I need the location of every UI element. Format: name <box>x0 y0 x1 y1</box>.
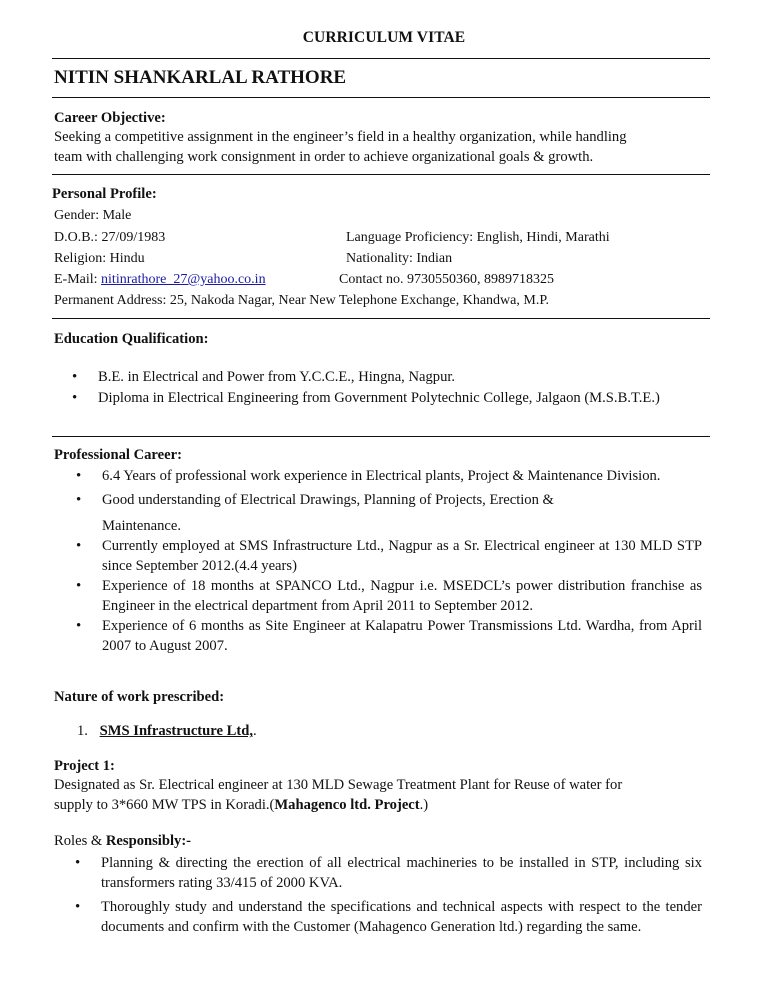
bullet-icon: • <box>76 618 82 634</box>
list-item: • 6.4 Years of professional work experience in Electrical plants, Project & Maintenance Division. <box>76 468 661 484</box>
bullet-icon: • <box>76 578 82 594</box>
list-item: • Good understanding of Electrical Drawings, Planning of Projects, Erection & <box>76 492 554 508</box>
employer-item: 1. SMS Infrastructure Ltd,. <box>77 723 257 739</box>
professional-career-heading: Professional Career: <box>54 447 182 463</box>
dob: D.O.B.: 27/09/1983 <box>54 230 166 245</box>
divider <box>52 436 710 437</box>
language-proficiency: Language Proficiency: English, Hindi, Marathi <box>346 230 610 245</box>
contact-number: Contact no. 9730550360, 8989718325 <box>339 272 555 287</box>
list-item: • Experience of 6 months as Site Engineer at Kalapatru Power Transmissions Ltd. Wardha, from April 2007 to August 2007. <box>76 618 702 654</box>
bullet-icon: • <box>72 390 78 406</box>
career-objective-heading: Career Objective: <box>54 110 166 126</box>
list-item: • Currently employed at SMS Infrastructure Ltd., Nagpur as a Sr. Electrical engineer at 130 MLD STP since September 2012.(4.4 years) <box>76 538 702 574</box>
education-heading: Education Qualification: <box>54 331 209 347</box>
bullet-icon: • <box>76 492 82 508</box>
roles-list <box>75 853 702 937</box>
project1-heading: Project 1: <box>54 758 115 774</box>
bullet-icon: • <box>75 899 81 915</box>
divider <box>52 58 710 59</box>
project1-client: Mahagenco ltd. Project <box>274 797 420 813</box>
list-item: • Thoroughly study and understand the specifications and technical aspects with respect to the tender documents and confirm with the Customer (Mahagenco Generation ltd.) regarding the same. <box>75 899 702 935</box>
career-objective-text-line1: Seeking a competitive assignment in the engineer’s field in a healthy organization, while handling <box>54 129 627 145</box>
email-link[interactable]: nitinrathore_27@yahoo.co.in <box>101 272 266 287</box>
project1-line1: Designated as Sr. Electrical engineer at 130 MLD Sewage Treatment Plant for Reuse of water for <box>54 777 623 793</box>
divider <box>52 174 710 175</box>
gender: Gender: Male <box>54 208 132 223</box>
bullet-icon: • <box>72 369 78 385</box>
roles-heading: Roles & Responsibly:- <box>54 833 192 849</box>
bullet-icon: • <box>76 538 82 554</box>
email-label: E-Mail: <box>54 272 102 287</box>
personal-profile-heading: Personal Profile: <box>52 186 157 202</box>
divider <box>52 97 710 98</box>
project1-line2: supply to 3*660 MW TPS in Koradi.(Mahagenco ltd. Project.) <box>54 797 429 813</box>
bullet-icon: • <box>75 855 81 871</box>
career-objective-text-line2: team with challenging work consignment in order to achieve organizational goals & growth. <box>54 149 594 165</box>
bullet-icon: • <box>76 468 82 484</box>
employer-number: 1. <box>77 723 88 739</box>
permanent-address: Permanent Address: 25, Nakoda Nagar, Near New Telephone Exchange, Khandwa, M.P. <box>54 293 550 308</box>
education-list <box>72 367 702 408</box>
list-item: • Planning & directing the erection of all electrical machineries to be installed in STP, including six transformers rating 33/415 of 2000 KVA. <box>75 855 702 891</box>
list-item: • B.E. in Electrical and Power from Y.C.C.E., Hingna, Nagpur. <box>72 369 456 385</box>
professional-career-list <box>76 466 702 656</box>
religion: Religion: Hindu <box>54 251 145 266</box>
list-item-continuation: Maintenance. <box>102 518 182 534</box>
divider <box>52 318 710 319</box>
nature-of-work-heading: Nature of work prescribed: <box>54 689 225 705</box>
email-row <box>54 270 266 290</box>
list-item: • Diploma in Electrical Engineering from Government Polytechnic College, Jalgaon (M.S.B.T.E.) <box>72 390 660 406</box>
employer-name: SMS Infrastructure Ltd, <box>99 723 253 739</box>
document-title: CURRICULUM VITAE <box>302 29 466 46</box>
list-item: • Experience of 18 months at SPANCO Ltd., Nagpur i.e. MSEDCL’s power distribution franchise as Engineer in the electrical department from April 2011 to September 2012. <box>76 578 702 614</box>
candidate-name: NITIN SHANKARLAL RATHORE <box>54 67 347 88</box>
nationality: Nationality: Indian <box>346 251 453 266</box>
